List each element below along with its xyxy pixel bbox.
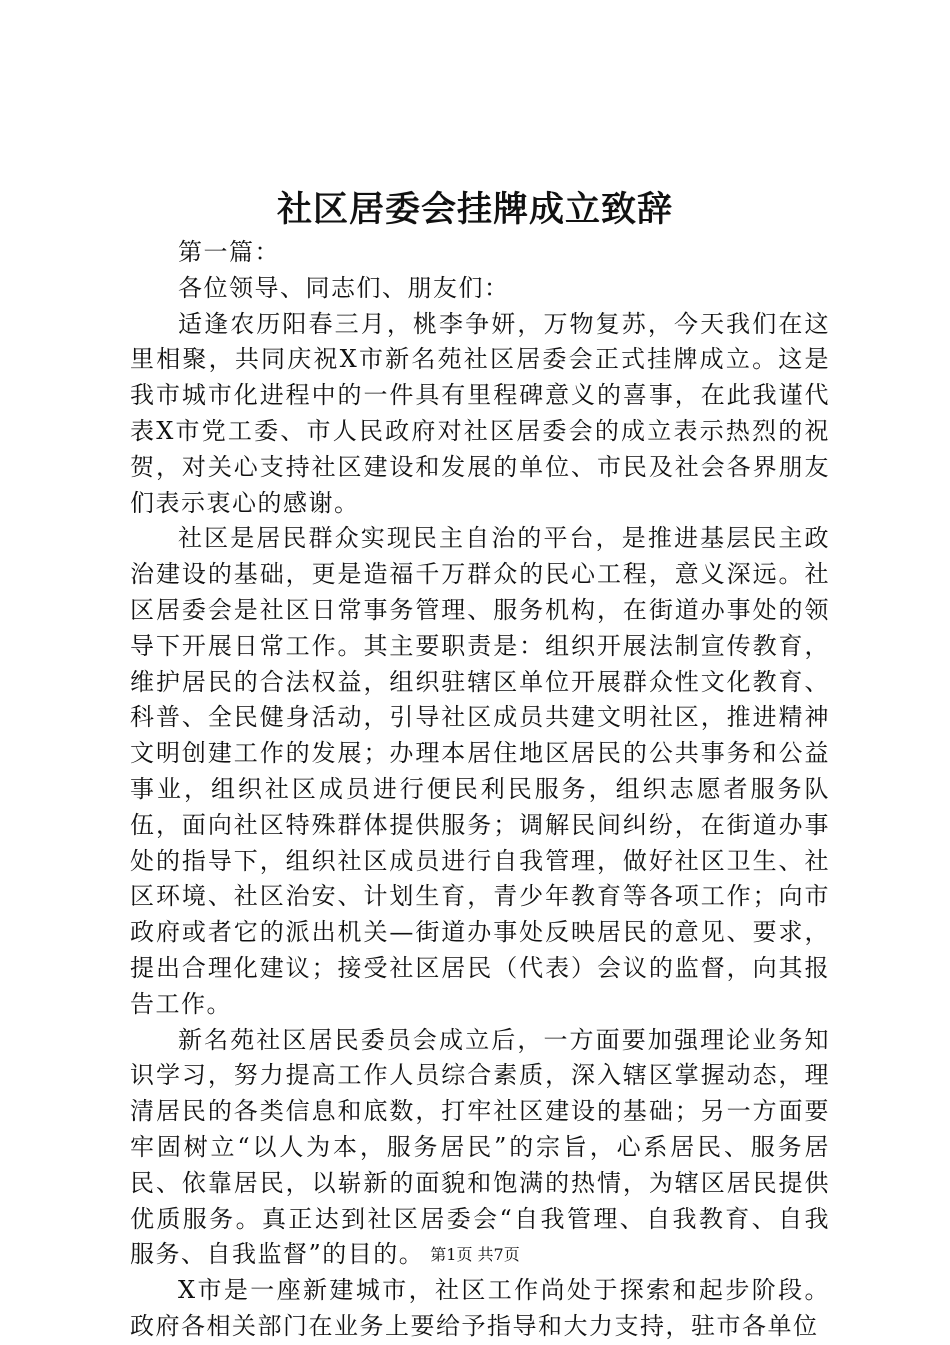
paragraph: X市是一座新建城市，社区工作尚处于探索和起步阶段。政府各相关部门在业务上要给予指导和大力支持，驻市各单位 [130,1276,830,1340]
document-body [130,235,830,1345]
document-title: 社区居委会挂牌成立致辞 [276,189,673,230]
paragraph: 适逢农历阳春三月，桃李争妍，万物复苏，今天我们在这里相聚，共同庆祝X市新名苑社区居委会正式挂牌成立。这是我市城市化进程中的一件具有里程碑意义的喜事，在此我谨代表X市党工委、市人民政府对社区居委会的成立表示热烈的祝贺，对关心支持社区建设和发展的单位、市民及社会各界朋友们表示衷心的感谢。 [130,309,830,517]
paragraph: 第一篇： [178,238,280,266]
paragraph: 各位领导、同志们、朋友们： [178,273,510,302]
page-footer: 第1页 共7页 [430,1245,520,1264]
paragraph: 社区是居民群众实现民主自治的平台，是推进基层民主政治建设的基础，更是造福千万群众的民心工程，意义深远。社区居委会是社区日常事务管理、服务机构，在街道办事处的领导下开展日常工作。其主要职责是：组织开展法制宣传教育，维护居民的合法权益，组织驻辖区单位开展群众性文化教育、科普、全民健身活动，引导社区成员共建文明社区，推进精神文明创建工作的发展；办理本居住地区居民的公共事务和公益事业，组织社区成员进行便民利民服务，组织志愿者服务队伍，面向社区特殊群体提供服务；调解民间纠纷，在街道办事处的指导下，组织社区成员进行自我管理，做好社区卫生、社区环境、社区治安、计划生育，青少年教育等各项工作；向市政府或者它的派出机关—街道办事处反映居民的意见、要求，提出合理化建议；接受社区居民（代表）会议的监督，向其报告工作。 [130,524,830,1018]
paragraph: 新名苑社区居民委员会成立后，一方面要加强理论业务知识学习，努力提高工作人员综合素质，深入辖区掌握动态，理清居民的各类信息和底数，打牢社区建设的基础；另一方面要牢固树立“以人为本，服务居民”的宗旨，心系居民、服务居民、依靠居民，以崭新的面貌和饱满的热情，为辖区居民提供优质服务。真正达到社区居委会“自我管理、自我教育、自我服务、自我监督”的目的。 [130,1025,830,1269]
